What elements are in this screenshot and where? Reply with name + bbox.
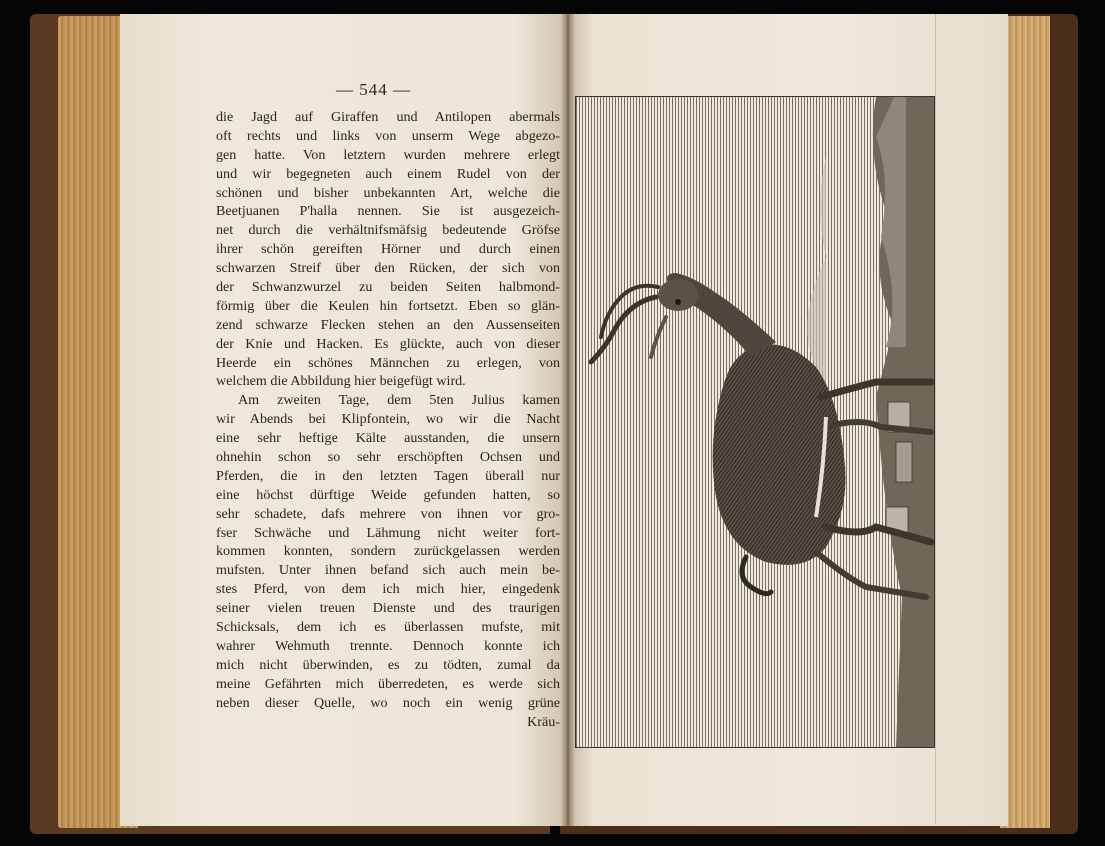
text-line: eine höchst dürftige Weide gefunden hatten, so <box>216 486 560 503</box>
body-text <box>216 108 560 731</box>
text-line: wir Abends bei Klipfontein, wo wir die Nacht <box>216 411 560 428</box>
text-line: oft rechts und links von unserm Wege abgezo- <box>216 127 560 144</box>
text-line: net durch die verhältnifsmäfsig bedeutende Gröfse <box>216 222 560 239</box>
antelope-eye <box>675 299 681 305</box>
text-line: welchem die Abbildung hier beigefügt wird. <box>216 373 466 390</box>
text-line: wahrer Wehmuth trennte. Dennoch konnte ich <box>216 637 560 654</box>
village-house <box>896 442 912 482</box>
fold-out-page-edge <box>935 14 984 824</box>
text-line: Schicksals, dem ich es überlassen mufste, mit <box>216 619 560 636</box>
page-number: — 544 — <box>336 80 411 99</box>
text-line: Heerde ein schönes Männchen zu erlegen, von <box>216 354 560 371</box>
text-line: mufsten. Unter ihnen befand sich auch mein be- <box>216 562 560 579</box>
text-line: der Knie und Hacken. Es glückte, auch von dieser <box>216 335 560 352</box>
text-line: schönen und bisher unbekannten Art, welche die <box>216 184 560 201</box>
text-line: zend schwarze Flecken stehen an den Aussenseiten <box>216 316 560 333</box>
text-line: gen hatte. Von letztern wurden mehrere erlegt <box>216 146 560 163</box>
catchword: Kräu- <box>527 713 560 730</box>
text-line: stes Pferd, von dem ich mich hier, eingedenk <box>216 581 560 598</box>
text-line: der Schwanzwurzel zu beiden Seiten halbmond- <box>216 279 560 296</box>
text-line: meine Gefährten mich überredeten, es werde sich <box>216 675 560 692</box>
text-line: eine sehr heftige Kälte ausstanden, die unsern <box>216 430 560 447</box>
text-line: Pferden, die in den letzten Tagen überall nur <box>216 467 560 484</box>
text-line: mich nicht überwinden, es zu tödten, zumal da <box>216 656 560 673</box>
text-line: sehr schadete, dafs mehrere von ihnen vor gro- <box>216 505 560 522</box>
text-line: fser Schwäche und Lähmung nicht weiter fort- <box>216 524 560 541</box>
book-gutter <box>560 14 576 826</box>
text-line: Beetjuanen P'halla nennen. Sie ist ausgezeich- <box>216 203 560 220</box>
text-line: Am zweiten Tage, dem 5ten Julius kamen <box>238 392 560 409</box>
text-line: ihrer schön gereiften Hörner und durch einen <box>216 241 560 258</box>
text-line: kommen konnten, sondern zurückgelassen werden <box>216 543 560 560</box>
text-line: förmig über die Keulen hin fortsetzt. Eben so glän- <box>216 297 560 314</box>
antelope-head <box>658 279 698 311</box>
antelope-engraving-illustration <box>576 97 934 747</box>
text-line: neben dieser Quelle, wo noch ein wenig grüne <box>216 694 560 711</box>
text-line: und wir begegneten auch einem Rudel von der <box>216 165 560 182</box>
text-line: seiner vielen treuen Dienste und des traurigen <box>216 600 560 617</box>
text-line: die Jagd auf Giraffen und Antilopen abermals <box>216 109 560 125</box>
text-line: ohnehin schon so sehr erschöpften Ochsen und <box>216 449 560 466</box>
antelope-engraving-plate <box>575 96 935 748</box>
text-line: schwarzen Streif über den Rücken, der sich von <box>216 260 560 277</box>
